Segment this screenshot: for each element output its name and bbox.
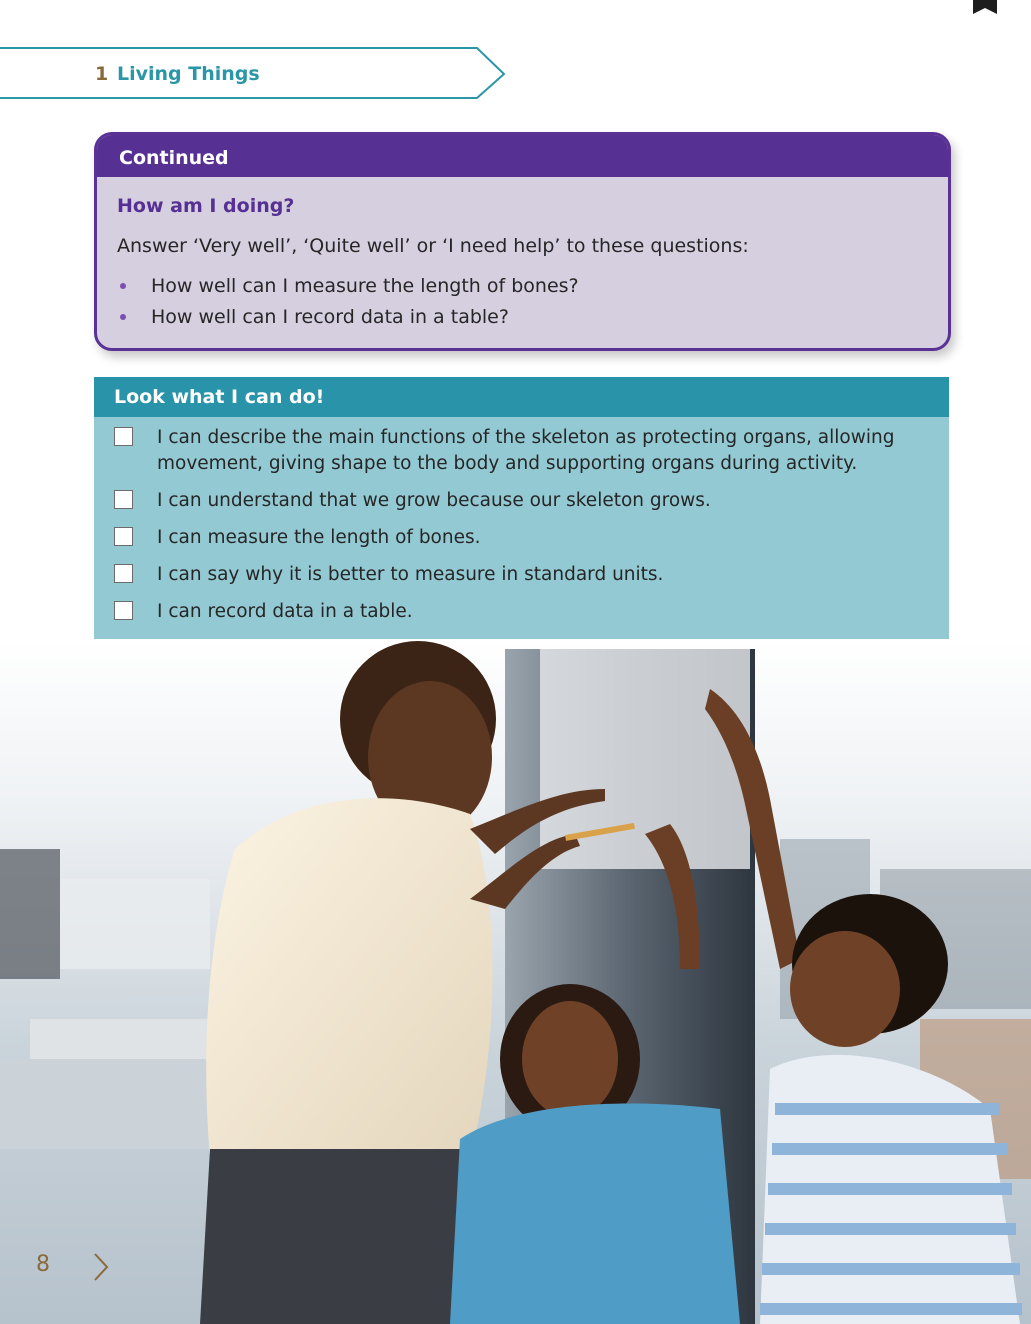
checklist-text: I can understand that we grow because our skeleton grows. — [157, 490, 711, 511]
question-item: How well can I record data in a table? — [117, 304, 579, 335]
checklist-item — [94, 488, 949, 514]
checkbox[interactable] — [114, 527, 133, 546]
chapter-banner — [0, 46, 520, 102]
checklist-item — [94, 599, 949, 625]
checklist — [94, 425, 949, 636]
how-am-i-doing-title: How am I doing? — [117, 195, 295, 217]
chapter-title: Living Things — [117, 63, 260, 85]
look-header: Look what I can do! — [94, 377, 949, 417]
checklist-text: I can describe the main functions of the skeleton as protecting organs, allowing movement, giving shape to the body and supporting organs during activity. — [157, 427, 895, 474]
checklist-text: I can record data in a table. — [157, 601, 413, 622]
checkbox[interactable] — [114, 427, 133, 446]
checklist-item — [94, 425, 949, 477]
page-number: 8 — [36, 1252, 50, 1277]
checkbox[interactable] — [114, 601, 133, 620]
question-item: How well can I measure the length of bones? — [117, 273, 579, 304]
bookmark-icon[interactable] — [973, 0, 997, 8]
chapter-number: 1 — [95, 63, 109, 85]
checkbox[interactable] — [114, 490, 133, 509]
checkbox[interactable] — [114, 564, 133, 583]
instruction-text: Answer ‘Very well’, ‘Quite well’ or ‘I need help’ to these questions: — [117, 235, 749, 257]
checklist-item — [94, 562, 949, 588]
checklist-item — [94, 525, 949, 551]
look-what-i-can-do-box — [94, 377, 949, 639]
continued-header: Continued — [97, 135, 948, 177]
next-page-chevron-icon[interactable] — [92, 1252, 110, 1282]
checklist-text: I can say why it is better to measure in standard units. — [157, 564, 664, 585]
self-assessment-box — [94, 132, 951, 351]
checklist-text: I can measure the length of bones. — [157, 527, 481, 548]
question-list — [117, 273, 579, 335]
family-measuring-height-photo — [0, 639, 1031, 1324]
